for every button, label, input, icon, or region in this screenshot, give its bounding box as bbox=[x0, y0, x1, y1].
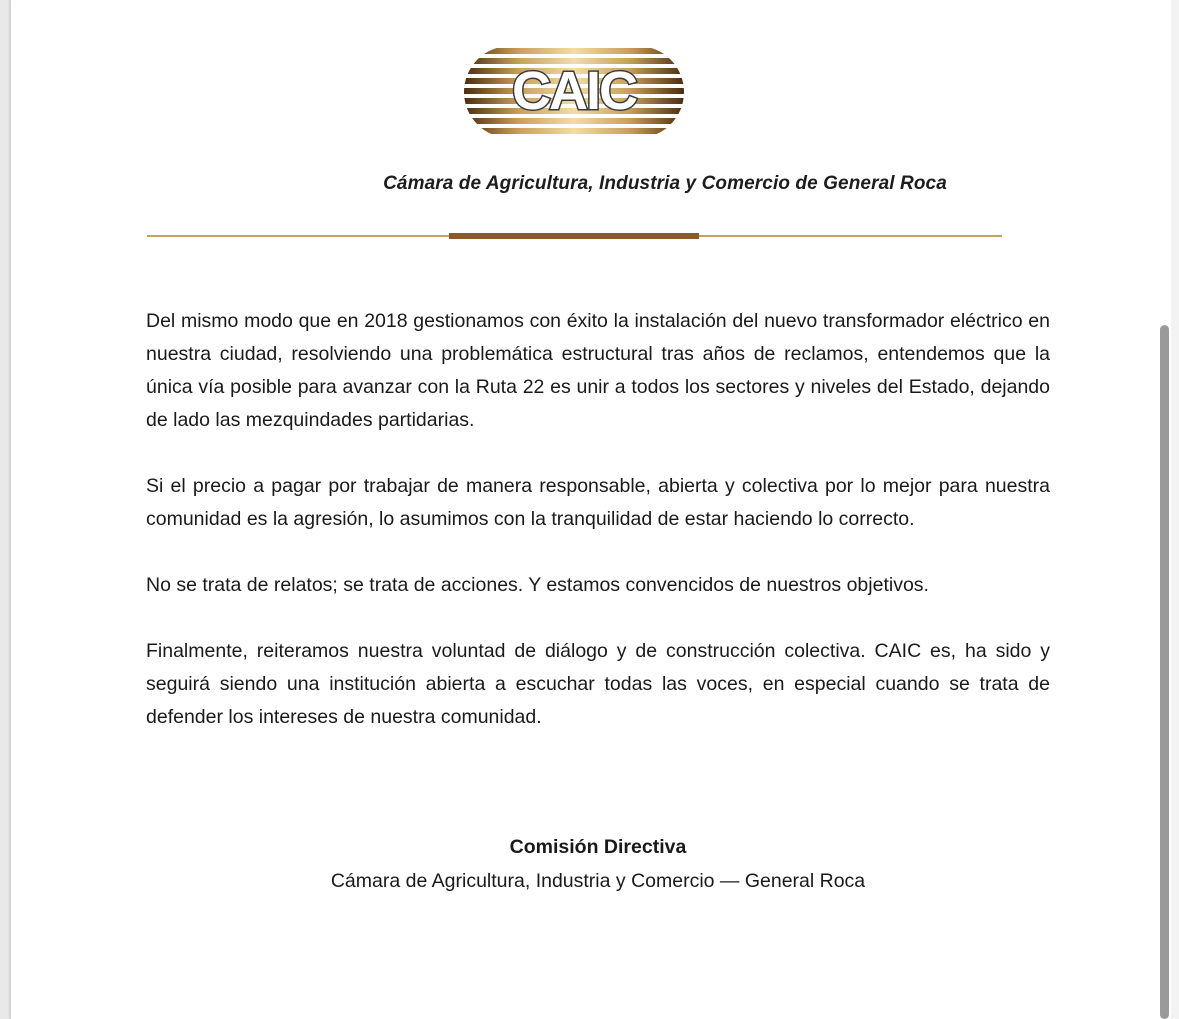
organization-heading: Cámara de Agricultura, Industria y Comercio de General Roca bbox=[383, 173, 947, 194]
paragraph: Del mismo modo que en 2018 gestionamos con éxito la instalación del nuevo transformador eléctrico en nuestra ciudad, resolviendo una problemática estructural tras años de reclamos, entendemos que la única vía posible para avanzar con la Ruta 22 es unir a todos los sectores y niveles del Estado, dejando de lado las mezquindades partidarias. bbox=[146, 310, 1050, 431]
signature-block bbox=[100, 831, 1096, 899]
signature-title: Comisión Directiva bbox=[509, 836, 687, 858]
caic-logo-graphic bbox=[464, 46, 684, 138]
paragraph: Finalmente, reiteramos nuestra voluntad de diálogo y de construcción colectiva. CAIC es, ha sido y seguirá siendo una institución abierta a escuchar todas las voces, en especial cuando se trata de defender los intereses de nuestra comunidad. bbox=[146, 640, 1050, 728]
letter-body bbox=[146, 305, 1050, 767]
paragraph: No se trata de relatos; se trata de acciones. Y estamos convencidos de nuestros objetivos. bbox=[146, 574, 929, 596]
header-divider-accent bbox=[449, 233, 699, 239]
signature-subtitle: Cámara de Agricultura, Industria y Comercio — General Roca bbox=[330, 870, 866, 892]
caic-logo bbox=[464, 46, 684, 138]
scrollbar-track[interactable] bbox=[1171, 0, 1179, 1019]
scrollbar-thumb[interactable] bbox=[1160, 325, 1169, 1019]
logo-wordmark: CAIC bbox=[512, 61, 636, 121]
paragraph: Si el precio a pagar por trabajar de manera responsable, abierta y colectiva por lo mejor para nuestra comunidad es la agresión, lo asumimos con la tranquilidad de estar haciendo lo correcto. bbox=[146, 475, 1050, 530]
